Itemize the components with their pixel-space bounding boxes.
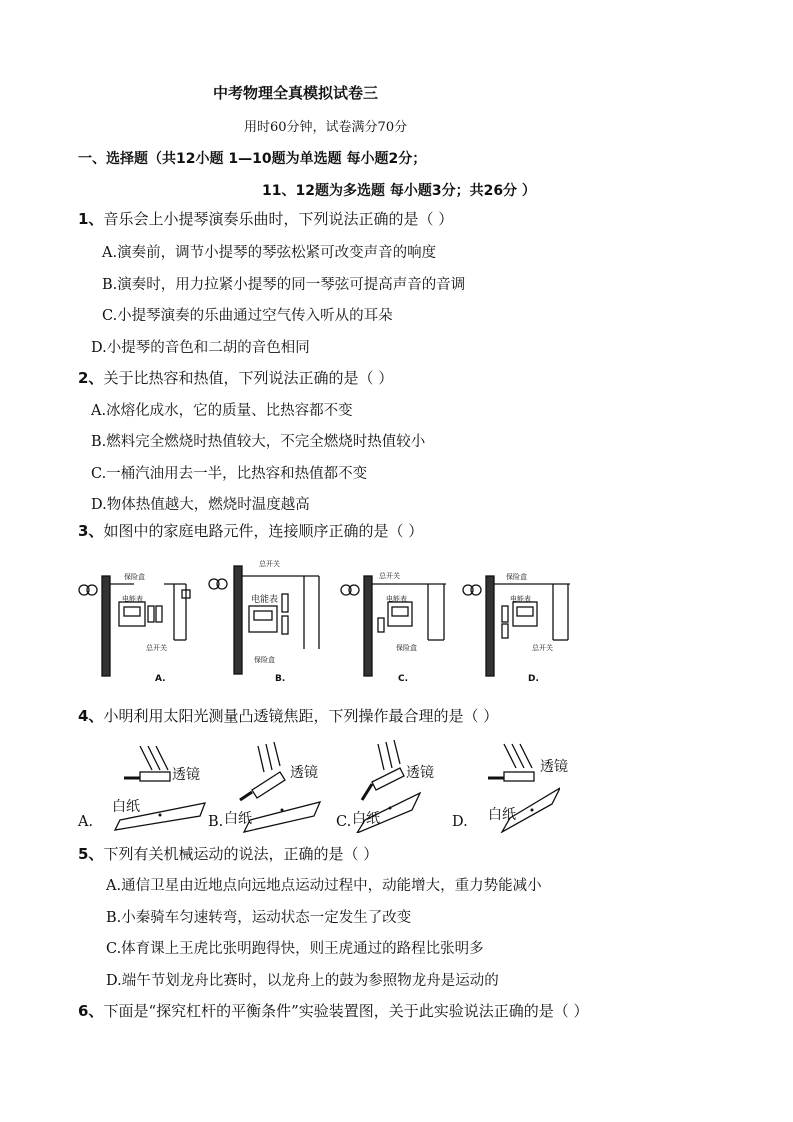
question-number: 1、 — [78, 210, 104, 228]
paper-label-a: 白纸 — [112, 799, 140, 815]
q2-option-c: C.一桶汽油用去一半，比热容和热值都不变 — [91, 466, 368, 482]
q5-option-d: D.端午节划龙舟比赛时，以龙舟上的鼓为参照物龙舟是运动的 — [106, 973, 499, 989]
question-stem: 小明利用太阳光测量凸透镜焦距，下列操作最合理的是（ ） — [103, 707, 499, 725]
lens-label-b: 透镜 — [290, 765, 318, 781]
lens-label-d: 透镜 — [540, 759, 568, 775]
question-number: 6、 — [78, 1002, 104, 1020]
q5-option-c: C.体育课上王虎比张明跑得快，则王虎通过的路程比张明多 — [106, 941, 484, 957]
q2-option-b: B.燃料完全燃烧时热值较大，不完全燃烧时热值较小 — [91, 434, 426, 450]
question-number: 3、 — [78, 522, 104, 540]
label-switch-d: 总开关 — [532, 644, 553, 652]
label-fuse-b: 保险盒 — [254, 656, 275, 664]
q4-option-a: A. — [78, 814, 94, 830]
section-heading-line2: 11、12题为多选题 每小题3分；共26分 ） — [262, 183, 536, 199]
q4-option-b: B. — [208, 814, 224, 830]
label-fuse-c: 保险盒 — [396, 644, 417, 652]
label-fuse-a: 保险盒 — [124, 573, 145, 581]
q3-label-b: B. — [275, 674, 286, 684]
lens-label-c: 透镜 — [406, 765, 434, 781]
paper-title: 中考物理全真模拟试卷三 — [213, 84, 379, 102]
q1-option-c: C.小提琴演奏的乐曲通过空气传入听从的耳朵 — [102, 308, 393, 324]
circuit-panel-a — [79, 576, 190, 676]
q5-option-a: A.通信卫星由近地点向远地点运动过程中，动能增大，重力势能减小 — [106, 878, 542, 894]
label-meter-c: 电能表 — [386, 595, 407, 603]
label-switch-c: 总开关 — [379, 572, 400, 580]
paper-label-c: 白纸 — [352, 811, 380, 827]
question-stem: 音乐会上小提琴演奏乐曲时，下列说法正确的是（ ） — [103, 210, 454, 228]
question-stem: 如图中的家庭电路元件，连接顺序正确的是（ ） — [103, 522, 424, 540]
label-switch-b: 总开关 — [259, 560, 280, 568]
question-number: 5、 — [78, 845, 104, 863]
question-stem: 下面是“探究杠杆的平衡条件”实验装置图，关于此实验说法正确的是（ ） — [103, 1002, 589, 1020]
question-3 — [78, 520, 423, 541]
label-meter-a: 电能表 — [122, 595, 143, 603]
label-meter-d: 电能表 — [510, 595, 531, 603]
q3-circuit-figures — [74, 560, 584, 690]
q2-option-a: A.冰熔化成水，它的质量、比热容都不变 — [91, 403, 353, 419]
label-fuse-d: 保险盒 — [506, 573, 527, 581]
label-meter-b: 电能表 — [251, 595, 279, 605]
lens-label-a: 透镜 — [172, 767, 200, 783]
circuit-panel-d — [463, 576, 570, 676]
question-number: 4、 — [78, 707, 104, 725]
question-stem: 关于比热容和热值，下列说法正确的是（ ） — [103, 369, 394, 387]
paper-label-b: 白纸 — [224, 811, 252, 827]
circuit-diagrams-svg — [74, 560, 584, 690]
question-stem: 下列有关机械运动的说法，正确的是（ ） — [103, 845, 379, 863]
question-6 — [78, 1000, 589, 1021]
q4-option-d: D. — [452, 814, 468, 830]
label-switch-a: 总开关 — [146, 644, 167, 652]
question-1 — [78, 208, 453, 229]
q2-option-d: D.物体热值越大，燃烧时温度越高 — [91, 497, 310, 513]
q3-label-a: A. — [155, 674, 166, 684]
section-heading-line1: 一、选择题（共12小题 1—10题为单选题 每小题2分； — [78, 151, 427, 167]
q3-label-d: D. — [528, 674, 539, 684]
q1-option-a: A.演奏前，调节小提琴的琴弦松紧可改变声音的响度 — [102, 245, 437, 261]
paper-label-d: 白纸 — [488, 807, 516, 823]
question-2 — [78, 367, 393, 388]
q1-option-d: D.小提琴的音色和二胡的音色相同 — [91, 340, 310, 356]
q4-option-c: C. — [336, 814, 352, 830]
question-number: 2、 — [78, 369, 104, 387]
circuit-panel-c — [341, 576, 446, 676]
paper-subtitle: 用时60分钟，试卷满分70分 — [244, 120, 408, 135]
question-5 — [78, 843, 378, 864]
question-4 — [78, 705, 498, 726]
q1-option-b: B.演奏时，用力拉紧小提琴的同一琴弦可提高声音的音调 — [102, 277, 466, 293]
q3-label-c: C. — [398, 674, 409, 684]
q5-option-b: B.小秦骑车匀速转弯，运动状态一定发生了改变 — [106, 910, 412, 926]
